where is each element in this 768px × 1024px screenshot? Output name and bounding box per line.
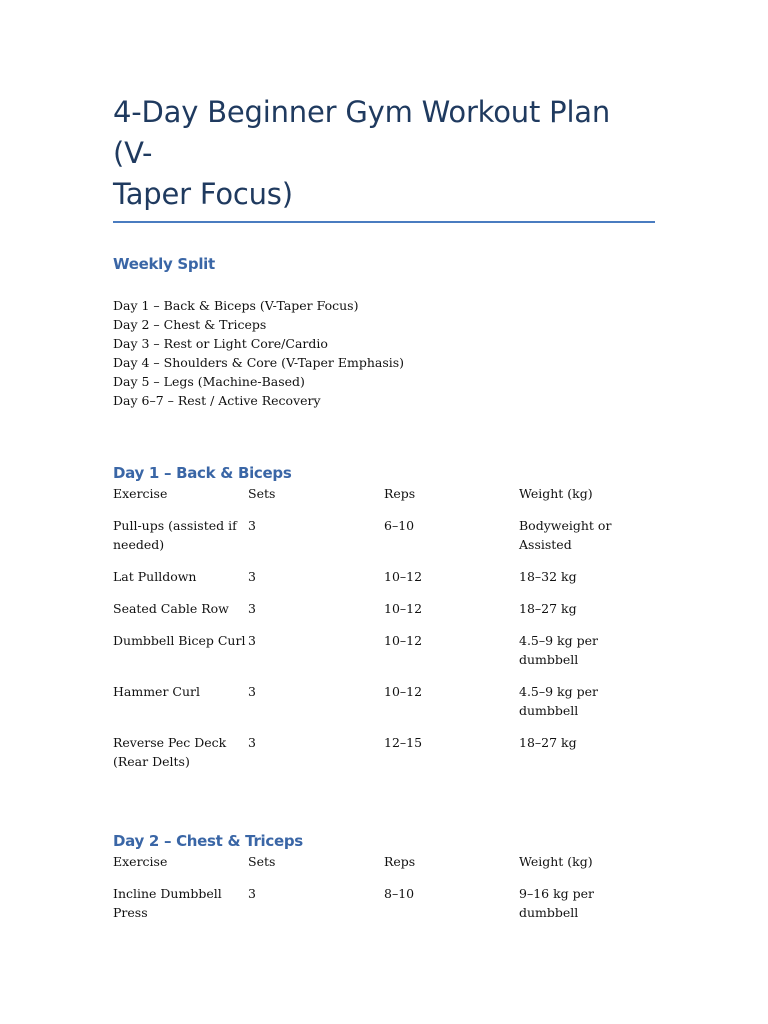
column-header-weight: Weight (kg)	[519, 486, 593, 501]
weight-line: dumbbell	[519, 652, 579, 667]
exercise-line: Dumbbell Bicep Curl	[113, 633, 246, 648]
sets-cell: 3	[248, 684, 256, 699]
weight-cell	[519, 884, 655, 935]
weight-line: Assisted	[519, 537, 572, 552]
table-row	[113, 516, 655, 567]
weight-cell	[519, 733, 655, 784]
column-header-reps: Reps	[384, 854, 416, 869]
document-title-line-2: Taper Focus)	[113, 177, 293, 211]
sets-cell: 3	[248, 518, 256, 533]
column-header-weight: Weight (kg)	[519, 854, 593, 869]
split-item-day-2: Day 2 – Chest & Triceps	[113, 317, 267, 332]
reps-cell: 10–12	[384, 684, 423, 699]
split-item-day-6-7: Day 6–7 – Rest / Active Recovery	[113, 393, 321, 408]
day2-heading: Day 2 – Chest & Triceps	[113, 832, 303, 850]
sets-cell: 3	[248, 735, 256, 750]
exercise-line: Hammer Curl	[113, 684, 200, 699]
exercise-line: needed)	[113, 537, 165, 552]
table-row	[113, 599, 655, 631]
exercise-line: Lat Pulldown	[113, 569, 197, 584]
table-row	[113, 631, 655, 682]
sets-cell: 3	[248, 601, 256, 616]
day2-table-header	[113, 852, 655, 884]
document-page	[113, 92, 655, 935]
reps-cell: 8–10	[384, 886, 415, 901]
table-row	[113, 884, 655, 935]
weekly-split-list	[113, 296, 655, 410]
exercise-line: Pull-ups (assisted if	[113, 518, 237, 533]
title-underline	[113, 221, 655, 223]
reps-cell: 10–12	[384, 633, 423, 648]
exercise-cell	[113, 599, 248, 631]
document-title-line-1: 4-Day Beginner Gym Workout Plan (V-	[113, 95, 611, 170]
table-row	[113, 733, 655, 784]
column-header-exercise: Exercise	[113, 486, 168, 501]
table-row	[113, 682, 655, 733]
weight-line: 4.5–9 kg per	[519, 633, 598, 648]
weight-line: dumbbell	[519, 905, 579, 920]
weight-cell	[519, 567, 655, 599]
split-item-day-3: Day 3 – Rest or Light Core/Cardio	[113, 336, 328, 351]
weight-cell	[519, 516, 655, 567]
exercise-line: Press	[113, 905, 148, 920]
table-row	[113, 567, 655, 599]
exercise-line: (Rear Delts)	[113, 754, 190, 769]
weight-line: dumbbell	[519, 703, 579, 718]
weight-line: Bodyweight or	[519, 518, 612, 533]
column-header-sets: Sets	[248, 486, 276, 501]
reps-cell: 10–12	[384, 569, 423, 584]
weekly-split-heading: Weekly Split	[113, 255, 215, 273]
exercise-cell	[113, 884, 248, 935]
sets-cell: 3	[248, 569, 256, 584]
weight-cell	[519, 631, 655, 682]
reps-cell: 6–10	[384, 518, 415, 533]
sets-cell: 3	[248, 633, 256, 648]
document-title	[113, 92, 655, 215]
reps-cell: 12–15	[384, 735, 423, 750]
reps-cell: 10–12	[384, 601, 423, 616]
exercise-line: Reverse Pec Deck	[113, 735, 227, 750]
exercise-line: Incline Dumbbell	[113, 886, 222, 901]
day1-table-header	[113, 484, 655, 516]
exercise-cell	[113, 631, 248, 682]
exercise-cell	[113, 516, 248, 567]
weight-line: 4.5–9 kg per	[519, 684, 598, 699]
weight-cell	[519, 682, 655, 733]
weight-line: 18–27 kg	[519, 735, 577, 750]
day1-table	[113, 484, 655, 784]
column-header-sets: Sets	[248, 854, 276, 869]
weight-line: 9–16 kg per	[519, 886, 595, 901]
sets-cell: 3	[248, 886, 256, 901]
exercise-cell	[113, 567, 248, 599]
column-header-reps: Reps	[384, 486, 416, 501]
exercise-line: Seated Cable Row	[113, 601, 229, 616]
exercise-cell	[113, 733, 248, 784]
day2-table	[113, 852, 655, 935]
weight-cell	[519, 599, 655, 631]
split-item-day-1: Day 1 – Back & Biceps (V-Taper Focus)	[113, 298, 359, 313]
column-header-exercise: Exercise	[113, 854, 168, 869]
split-item-day-5: Day 5 – Legs (Machine-Based)	[113, 374, 305, 389]
exercise-cell	[113, 682, 248, 733]
weight-line: 18–32 kg	[519, 569, 577, 584]
weight-line: 18–27 kg	[519, 601, 577, 616]
day1-heading: Day 1 – Back & Biceps	[113, 464, 292, 482]
split-item-day-4: Day 4 – Shoulders & Core (V-Taper Emphasis)	[113, 355, 405, 370]
